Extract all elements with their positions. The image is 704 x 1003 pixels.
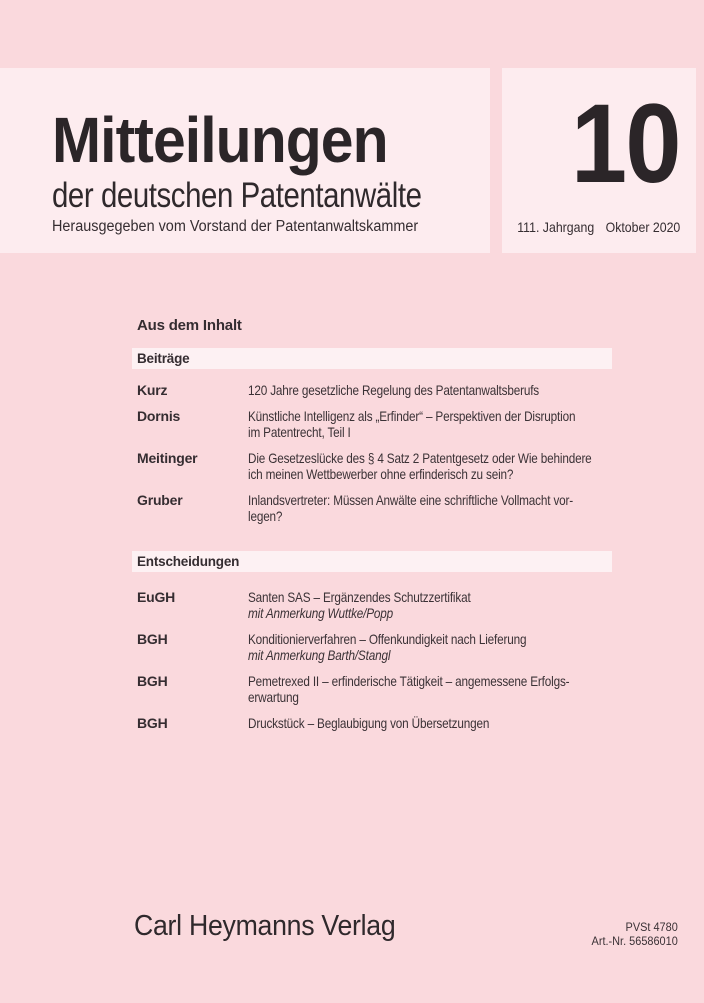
- journal-subtitle: der deutschen Patentanwälte: [52, 176, 422, 215]
- entry-author: Meitinger: [137, 450, 198, 466]
- masthead-panel: [0, 68, 490, 253]
- entries-beitraege: [137, 382, 677, 534]
- section-band-entscheidungen: [132, 551, 612, 572]
- section-title: Beiträge: [137, 351, 190, 366]
- entry-text: Künstliche Intelligenz als „Erfinder“ – Perspektiven der Disruption im Patentrecht, Teil I: [248, 408, 576, 440]
- entries-entscheidungen: [137, 589, 677, 741]
- publisher-line: Herausgegeben vom Vorstand der Patentanwaltskammer: [52, 217, 419, 235]
- entry-author: Gruber: [137, 492, 183, 508]
- entry-text: Konditionierverfahren – Offenkundigkeit nach Lieferung: [248, 631, 527, 647]
- issue-number: 10: [571, 81, 680, 206]
- entry-text: Inlandsvertreter: Müssen Anwälte eine schriftliche Vollmacht vor- legen?: [248, 492, 574, 524]
- entry-note: mit Anmerkung Barth/Stangl: [248, 647, 391, 663]
- journal-title: Mitteilungen: [52, 104, 388, 176]
- entry-text: Pemetrexed II – erfinderische Tätigkeit – angemessene Erfolgs- erwartung: [248, 673, 570, 705]
- entry-body: [248, 408, 677, 440]
- contents-entry: [137, 450, 677, 482]
- entry-author: Dornis: [137, 408, 181, 424]
- contents-entry: [137, 631, 677, 663]
- issue-panel: [502, 68, 696, 253]
- entry-body: [248, 715, 677, 731]
- article-number: Art.-Nr. 56586010: [591, 935, 678, 948]
- entry-body: [248, 589, 677, 621]
- section-title: Entscheidungen: [137, 554, 240, 569]
- entry-author: EuGH: [137, 589, 176, 605]
- entry-body: [248, 492, 677, 524]
- contents-entry: [137, 589, 677, 621]
- contents-entry: [137, 492, 677, 524]
- postal-number: PVSt 4780: [625, 922, 678, 934]
- contents-heading: Aus dem Inhalt: [137, 317, 242, 334]
- volume-row: [517, 220, 680, 235]
- entry-note: mit Anmerkung Wuttke/Popp: [248, 605, 394, 621]
- entry-author: BGH: [137, 673, 168, 689]
- entry-body: [248, 382, 677, 398]
- section-band-beitraege: [132, 348, 612, 369]
- entry-text: 120 Jahre gesetzliche Regelung des Patentanwaltsberufs: [248, 382, 540, 398]
- volume-label: 111. Jahrgang: [516, 218, 594, 235]
- entry-author: BGH: [137, 715, 168, 731]
- entry-author: Kurz: [137, 382, 168, 398]
- print-info: [592, 922, 678, 949]
- entry-text: Die Gesetzeslücke des § 4 Satz 2 Patentgesetz oder Wie behindere ich meinen Wettbewerber ohne erfinderisch zu sein?: [248, 450, 592, 482]
- entry-text: Santen SAS – Ergänzendes Schutzzertifikat: [248, 589, 471, 605]
- contents-entry: [137, 673, 677, 705]
- contents-entry: [137, 715, 677, 731]
- publisher-name: Carl Heymanns Verlag: [134, 910, 396, 942]
- issue-date: Oktober 2020: [605, 218, 680, 235]
- entry-author: BGH: [137, 631, 168, 647]
- entry-body: [248, 450, 677, 482]
- entry-text: Druckstück – Beglaubigung von Übersetzungen: [248, 715, 490, 731]
- entry-body: [248, 631, 677, 663]
- contents-entry: [137, 408, 677, 440]
- contents-entry: [137, 382, 677, 398]
- entry-body: [248, 673, 677, 705]
